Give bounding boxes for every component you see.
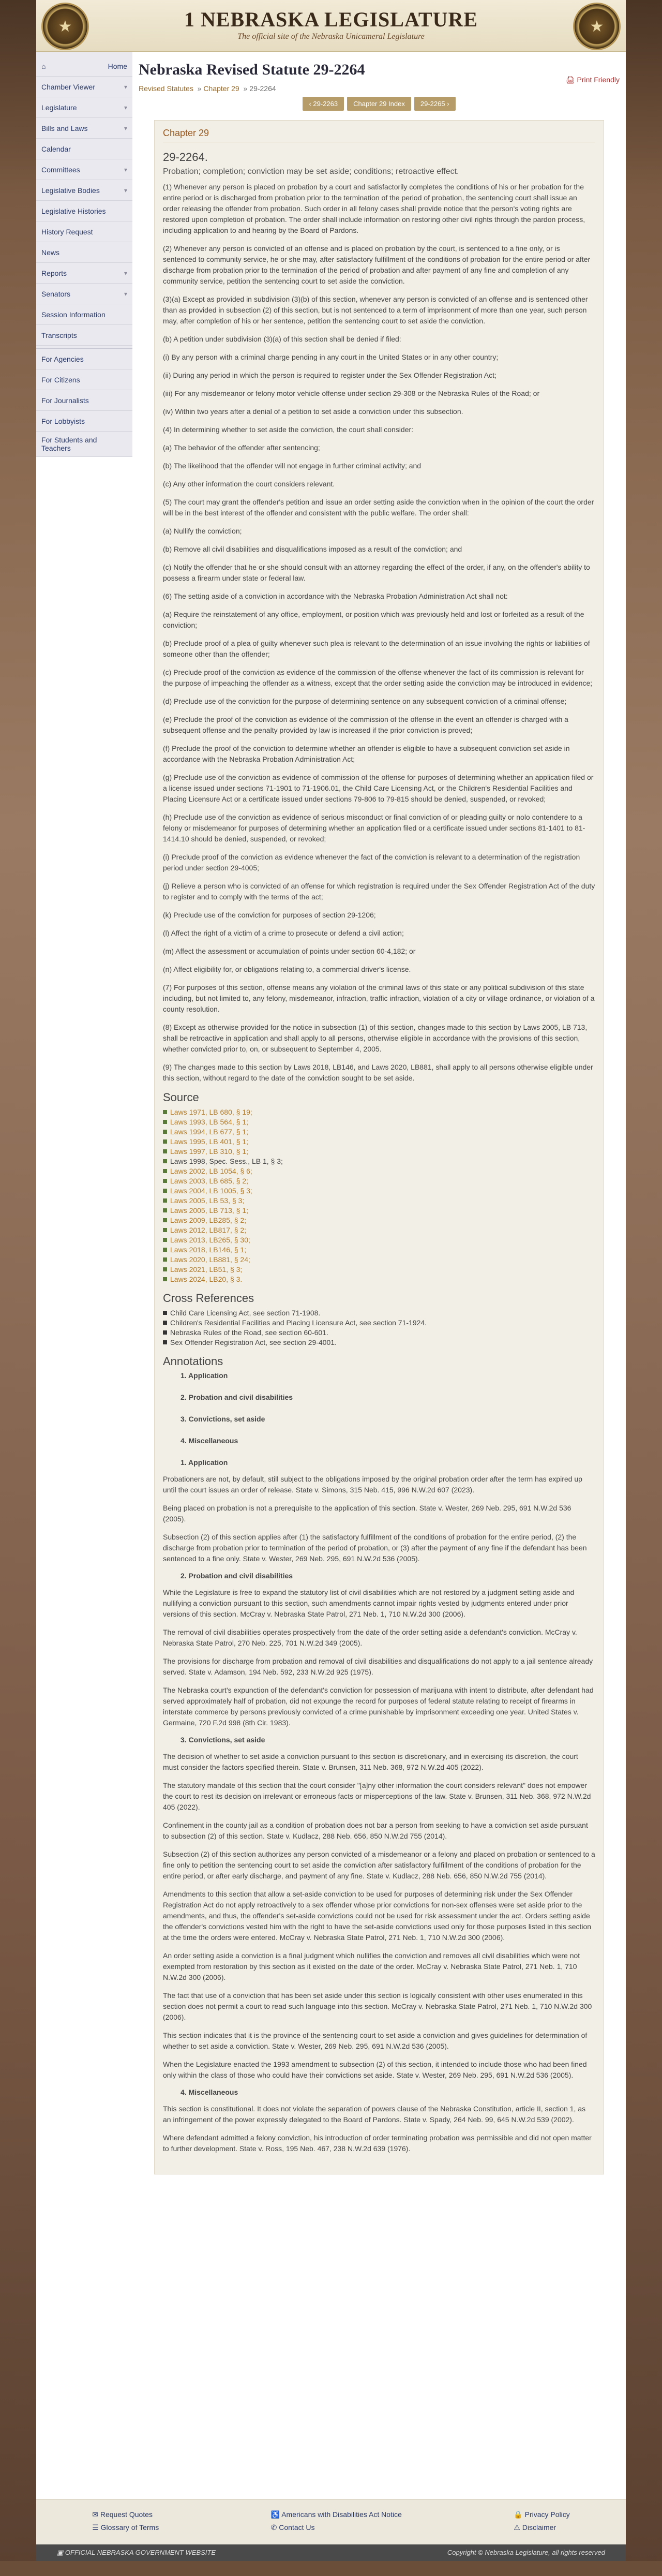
statute-paragraph: (9) The changes made to this section by Laws 2018, LB146, and Laws 2020, LB881, shall apply to all persons otherwise eligible under this section, without regard to the date of the conviction sought to be set aside. bbox=[163, 1063, 593, 1082]
state-seal-left-icon: ★ bbox=[41, 3, 89, 50]
statute-paragraph: (k) Preclude use of the conviction for purposes of section 29-1206; bbox=[163, 911, 376, 919]
annotation-paragraph: Being placed on probation is not a prerequisite to the application of this section. State v. Wester, 269 Neb. 295, 691 N.W.2d 536 (2005). bbox=[163, 1504, 571, 1523]
annotation-paragraph: Confinement in the county jail as a condition of probation does not bar a person from seeking to have a conviction set aside pursuant to subsection (2) of this section. State v. Kudlacz, 288 Neb. 656, 850 N.W.2d 755 (2014). bbox=[163, 1821, 588, 1840]
annotation-index bbox=[180, 1371, 595, 1445]
main-content bbox=[132, 52, 626, 2499]
sidebar-item-transcripts[interactable] bbox=[36, 325, 132, 346]
sidebar-item-label: Reports bbox=[41, 269, 67, 277]
sidebar-item-for-agencies[interactable]: For Agencies bbox=[36, 349, 132, 369]
statute-pager bbox=[139, 97, 620, 111]
statute-paragraph: (6) The setting aside of a conviction in accordance with the Nebraska Probation Administration Act shall not: bbox=[163, 592, 508, 600]
statute-paragraph: (b) Remove all civil disabilities and disqualifications imposed as a result of the conviction; and bbox=[163, 545, 462, 553]
statute-paragraph: (2) Whenever any person is convicted of an offense and is placed on probation by the court, is sentenced to a fine only, or is sentenced to community service, he or she may, after satisfactory fulfillment of the conditions of probation for the entire period or after discharge from probation prior to the termination of the period of probation and after payment of any fine and completion of any community service, petition the sentencing court to set aside the conviction. bbox=[163, 244, 591, 285]
statute-paragraph: (l) Affect the right of a victim of a crime to prosecute or defend a civil action; bbox=[163, 929, 404, 937]
crumb-current: 29-2264 bbox=[249, 84, 276, 93]
page-title: Nebraska Revised Statute 29-2264 bbox=[139, 61, 365, 78]
annotation-paragraph: This section is constitutional. It does not violate the separation of powers clause of the Nebraska Constitution, article II, section 1, as an infringement of the power expressly delegated to the Board of Pardons. State v. Spady, 264 Neb. 99, 645 N.W.2d 539 (2002). bbox=[163, 2105, 586, 2124]
copyright-label: Copyright © Nebraska Legislature, all rights reserved bbox=[447, 2549, 605, 2556]
source-item[interactable]: Laws 2002, LB 1054, § 6; bbox=[163, 1166, 595, 1176]
source-item[interactable]: Laws 1993, LB 564, § 1; bbox=[163, 1117, 595, 1127]
disclaimer-link[interactable]: ⚠ Disclaimer bbox=[514, 2523, 556, 2531]
statute-paragraph: (iv) Within two years after a denial of a petition to set aside a conviction under this subsection. bbox=[163, 407, 463, 416]
sidebar-item-legislative-histories[interactable] bbox=[36, 201, 132, 221]
chevron-down-icon: ▾ bbox=[124, 103, 127, 111]
source-list bbox=[163, 1107, 595, 1284]
statute-box bbox=[154, 120, 604, 2174]
cross-reference-list bbox=[163, 1308, 595, 1348]
bottom-bar bbox=[36, 2544, 626, 2561]
sidebar-item-label: Committees bbox=[41, 165, 80, 174]
cross-reference-item[interactable]: Sex Offender Registration Act, see section 29-4001. bbox=[163, 1338, 595, 1348]
sidebar-item-for-journalists[interactable]: For Journalists bbox=[36, 390, 132, 411]
chevron-down-icon: ▾ bbox=[124, 124, 127, 132]
state-seal-right-icon: ★ bbox=[573, 3, 621, 50]
sidebar-item-label: Legislature bbox=[41, 103, 77, 112]
request-quotes-link[interactable]: ✉ Request Quotes bbox=[92, 2510, 153, 2519]
source-item: Laws 1998, Spec. Sess., LB 1, § 3; bbox=[163, 1157, 595, 1166]
statute-paragraph: (ii) During any period in which the person is required to register under the Sex Offender Registration Act; bbox=[163, 371, 496, 379]
source-item[interactable]: Laws 2009, LB285, § 2; bbox=[163, 1216, 595, 1225]
annotation-paragraph: Subsection (2) of this section applies after (1) the satisfactory fulfillment of the conditions of probation for the entire period, (2) the discharge from probation prior to termination of the period of probation, or (3) after the payment of any fine if the defendant has been sentenced to a fine only. State v. Wester, 269 Neb. 295, 691 N.W.2d 536 (2005). bbox=[163, 1533, 587, 1563]
annotation-paragraph: When the Legislature enacted the 1993 amendment to subsection (2) of this section, it intended to include those who had been fined only within the class of those who could have their convictions set aside. State v. Wester, 269 Neb. 295, 691 N.W.2d 536 (2005). bbox=[163, 2060, 587, 2079]
statute-paragraph: (7) For purposes of this section, offense means any violation of the criminal laws of this state or any political subdivision of this state including, but not limited to, any felony, misdemeanor, infraction, traffic infraction, violation of a city or village ordinance, or violation of a county resolution. bbox=[163, 983, 595, 1013]
sidebar-item-label: Session Information bbox=[41, 310, 106, 319]
statute-paragraph: (a) Require the reinstatement of any office, employment, or position which was previously held and lost or forfeited as a result of the conviction; bbox=[163, 610, 584, 629]
statute-paragraph: (5) The court may grant the offender's petition and issue an order setting aside the conviction when in the opinion of the court the order will be in the best interest of the offender and consistent with the public welfare. The order shall: bbox=[163, 498, 594, 517]
annotation-section-heading: 4. Miscellaneous bbox=[180, 2088, 238, 2096]
source-item[interactable]: Laws 2020, LB881, § 24; bbox=[163, 1255, 595, 1265]
source-item[interactable]: Laws 1994, LB 677, § 1; bbox=[163, 1127, 595, 1137]
site-title[interactable]: 1 NEBRASKA LEGISLATURE bbox=[184, 8, 478, 31]
chevron-down-icon: ▾ bbox=[124, 290, 127, 298]
statute-paragraph: (b) Preclude proof of a plea of guilty whenever such plea is relevant to the determination of an issue involving the rights or liabilities of someone other than the offender; bbox=[163, 639, 590, 658]
source-item[interactable]: Laws 2021, LB51, § 3; bbox=[163, 1265, 595, 1275]
source-item[interactable]: Laws 1997, LB 310, § 1; bbox=[163, 1147, 595, 1157]
cross-references-heading: Cross References bbox=[163, 1292, 254, 1305]
annotation-paragraph: This section indicates that it is the province of the sentencing court to set aside a conviction and gives guidelines for determination of whether to set aside a conviction. State v. Wester, 269 Neb. 295, 691 N.W.2d 536 (2005). bbox=[163, 2031, 588, 2050]
annotation-paragraph: Where defendant admitted a felony conviction, his introduction of order terminating probation was permissible and did not open matter to further development. State v. Ross, 195 Neb. 467, 238 N.W.2d 639 (1976). bbox=[163, 2134, 592, 2153]
sidebar-item-reports[interactable] bbox=[36, 263, 132, 284]
statute-paragraph: (j) Relieve a person who is convicted of an offense for which registration is required under the Sex Offender Registration Act of the duty to register and to comply with the terms of the act; bbox=[163, 882, 595, 901]
official-site-label: ▣ OFFICIAL NEBRASKA GOVERNMENT WEBSITE bbox=[57, 2549, 216, 2556]
statute-paragraph: (f) Preclude the proof of the conviction to determine whether an offender is eligible to have a subsequent conviction set aside in accordance with the Nebraska Probation Administration Act; bbox=[163, 744, 570, 763]
chevron-down-icon: ▾ bbox=[124, 186, 127, 194]
statute-paragraph: (i) By any person with a criminal charge pending in any court in the United States or in any other country; bbox=[163, 353, 499, 361]
catchline: Probation; completion; conviction may be set aside; conditions; retroactive effect. bbox=[163, 167, 459, 176]
home-icon: ⌂ bbox=[41, 62, 46, 70]
source-item[interactable]: Laws 2024, LB20, § 3. bbox=[163, 1275, 595, 1284]
sidebar-item-label: Chamber Viewer bbox=[41, 82, 96, 91]
sidebar-item-chamber-viewer[interactable] bbox=[36, 77, 132, 97]
chapter-index-button[interactable]: Chapter 29 Index bbox=[347, 97, 411, 111]
annotation-paragraph: The removal of civil disabilities operates prospectively from the date of the order setting aside a defendant's conviction. McCray v. Nebraska State Patrol, 270 Neb. 225, 701 N.W.2d 349 (2005). bbox=[163, 1628, 577, 1647]
statute-paragraph: (d) Preclude use of the conviction for the purpose of determining sentence on any subsequent conviction of a criminal offense; bbox=[163, 697, 567, 705]
crumb-chapter[interactable]: Chapter 29 bbox=[203, 84, 239, 93]
cross-reference-item[interactable]: Children's Residential Facilities and Placing Licensure Act, see section 71-1924. bbox=[163, 1318, 595, 1328]
statute-paragraph: (g) Preclude use of the conviction as evidence of commission of the offense for purposes of determining whether an application filed or a license issued under sections 71-1901 to 71-1906.01, the Child Care Licensing Act, or the Children's Residential Facilities and Placing Licensure Act or a certificate issued under sections 79-806 to 79-815 should be denied, suspended, or revoked; bbox=[163, 773, 594, 803]
annotation-section-heading: 2. Probation and civil disabilities bbox=[180, 1572, 293, 1580]
statute-paragraph: (c) Preclude proof of the conviction as evidence of the commission of the offense whenever the fact of its commission is relevant for the purpose of impeaching the offender as a witness, except that the order setting aside the conviction may be introduced in evidence; bbox=[163, 668, 593, 687]
sidebar-item-bills-and-laws[interactable] bbox=[36, 118, 132, 139]
statute-paragraph: (c) Notify the offender that he or she should consult with an attorney regarding the effect of the order, if any, on the offender's ability to possess a firearm under state or federal law. bbox=[163, 563, 590, 582]
annotation-paragraph: The statutory mandate of this section that the court consider "[a]ny other information the court considers relevant" does not empower the court to rest its decision on irrelevant or erroneous facts or misperceptions of the law. State v. Brunsen, 311 Neb. 368, 972 N.W.2d 405 (2022). bbox=[163, 1781, 591, 1811]
annotation-index-item[interactable]: 4. Miscellaneous bbox=[180, 1437, 238, 1445]
sidebar-item-for-students-and-teachers[interactable]: For Students and Teachers bbox=[36, 432, 132, 457]
source-item[interactable]: Laws 2005, LB 713, § 1; bbox=[163, 1206, 595, 1216]
source-item[interactable]: Laws 1995, LB 401, § 1; bbox=[163, 1137, 595, 1147]
annotation-index-item[interactable]: 2. Probation and civil disabilities bbox=[180, 1393, 293, 1401]
glossary-link[interactable]: ☰ Glossary of Terms bbox=[92, 2523, 159, 2531]
contact-us-link[interactable]: ✆ Contact Us bbox=[270, 2523, 315, 2531]
statute-paragraph: (b) A petition under subdivision (3)(a) of this section shall be denied if filed: bbox=[163, 335, 401, 343]
breadcrumb: Revised Statutes » Chapter 29 » 29-2264 bbox=[139, 84, 276, 93]
statute-paragraph: (n) Affect eligibility for, or obligations relating to, a commercial driver's license. bbox=[163, 965, 411, 973]
sidebar-item-label: Senators bbox=[41, 289, 71, 298]
annotation-paragraph: Probationers are not, by default, still subject to the obligations imposed by the original probation order after the term has expired up until the court issues an order of release. State v. Simons, 315 Neb. 415, 996 N.W.2d 607 (2023). bbox=[163, 1475, 582, 1494]
privacy-policy-link[interactable]: 🔒 Privacy Policy bbox=[514, 2510, 570, 2519]
sidebar-item-label: Legislative Bodies bbox=[41, 186, 100, 195]
source-item[interactable]: Laws 2004, LB 1005, § 3; bbox=[163, 1186, 595, 1196]
statute-paragraph: (1) Whenever any person is placed on probation by a court and satisfactorily completes the conditions of his or her probation for the entire period or is discharged from probation prior to the termination of the period of probation, the sentencing court shall issue an order releasing the offender from probation. Such order in all felony cases shall provide notice that the person's voting rights are restored upon completion of probation. The order shall include information on restoring other civil rights through the pardon process, including application to and hearing by the Board of Pardons. bbox=[163, 183, 585, 234]
annotations-heading: Annotations bbox=[163, 1355, 223, 1368]
sidebar-item-committees[interactable] bbox=[36, 159, 132, 180]
source-item[interactable]: Laws 2005, LB 53, § 3; bbox=[163, 1196, 595, 1206]
statute-paragraph: (a) Nullify the conviction; bbox=[163, 527, 242, 535]
footer bbox=[36, 2499, 626, 2544]
source-heading: Source bbox=[163, 1091, 199, 1104]
sidebar-item-calendar[interactable] bbox=[36, 139, 132, 159]
print-friendly-link[interactable]: 🖨 Print Friendly bbox=[565, 76, 620, 84]
sidebar-nav bbox=[36, 52, 132, 457]
chevron-down-icon: ▾ bbox=[124, 83, 127, 91]
site-subtitle: The official site of the Nebraska Unicameral Legislature bbox=[237, 32, 425, 41]
sidebar-item-legislature[interactable] bbox=[36, 97, 132, 118]
sidebar-item-senators[interactable] bbox=[36, 284, 132, 304]
sidebar-item-session-information[interactable] bbox=[36, 304, 132, 325]
chapter-header: Chapter 29 bbox=[163, 128, 595, 142]
sidebar-item-news[interactable] bbox=[36, 242, 132, 263]
annotation-paragraph: The decision of whether to set aside a conviction pursuant to this section is discretionary, and in exercising its discretion, the court must consider the factors specified therein. State v. Brunsen, 311 Neb. 368, 972 N.W.2d 405 (2022). bbox=[163, 1752, 578, 1771]
statute-paragraph: (c) Any other information the court considers relevant. bbox=[163, 480, 335, 488]
next-statute-button[interactable]: 29-2265 › bbox=[414, 97, 456, 111]
statute-paragraph: (3)(a) Except as provided in subdivision (3)(b) of this section, whenever any person is convicted of an offense and is sentenced other than as provided in subsection (2) of this section, but is not sentenced to a term of imprisonment of more than one year, such person may, after completion of his or her sentence, petition the sentencing court to set aside the conviction. bbox=[163, 295, 588, 325]
annotation-index-item[interactable]: 1. Application bbox=[180, 1371, 228, 1380]
statute-paragraph: (iii) For any misdemeanor or felony motor vehicle offense under section 29-308 or the Nebraska Rules of the Road; or bbox=[163, 389, 540, 397]
ada-notice-link[interactable]: ♿ Americans with Disabilities Act Notice bbox=[270, 2510, 402, 2519]
annotation-paragraph: The provisions for discharge from probation and removal of civil disabilities and disqualifications do not apply to a jail sentence already served. State v. Adamson, 194 Neb. 592, 233 N.W.2d 925 (1975). bbox=[163, 1657, 593, 1676]
sidebar-item-for-lobbyists[interactable]: For Lobbyists bbox=[36, 411, 132, 432]
statute-paragraph: (4) In determining whether to set aside the conviction, the court shall consider: bbox=[163, 425, 414, 434]
sidebar-item-label: Transcripts bbox=[41, 331, 77, 339]
annotation-paragraph: Amendments to this section that allow a set-aside conviction to be used for purposes of determining risk under the Sex Offender Registration Act do not apply retroactively to a sex offender whose prior convictions for non-sex offenses were set aside prior to the amendments, and thus, the offender's set-aside convictions could not be used for risk assessment under the act. Orders setting aside the offender's convictions vested him with the right to have the set-aside convictions used only for those purposes listed in this section at the time the orders were entered. McCray v. Nebraska State Patrol, 271 Neb. 1, 710 N.W.2d 300 (2006). bbox=[163, 1890, 592, 1942]
sidebar-item-history-request[interactable] bbox=[36, 221, 132, 242]
sidebar-item-legislative-bodies[interactable] bbox=[36, 180, 132, 201]
statute-paragraph: (h) Preclude use of the conviction as evidence of serious misconduct or final conviction of or pleading guilty or nolo contendere to a felony or misdemeanor for purposes of determining whether an application filed or a certificate issued under sections 81-1401 to 81-1414.10 should be denied, suspended, or revoked; bbox=[163, 813, 585, 843]
cross-reference-item[interactable]: Nebraska Rules of the Road, see section 60-601. bbox=[163, 1328, 595, 1338]
statute-paragraph: (m) Affect the assessment or accumulation of points under section 60-4,182; or bbox=[163, 947, 416, 955]
sidebar-item-label: Home bbox=[108, 62, 127, 70]
sidebar-audience-group bbox=[36, 348, 132, 457]
annotation-paragraph: The fact that use of a conviction that has been set aside under this section is logically consistent with other uses enumerated in this section does not permit a court to read such language into this section. McCray v. Nebraska State Patrol, 271 Neb. 1, 710 N.W.2d 300 (2006). bbox=[163, 1991, 592, 2021]
annotation-paragraph: The Nebraska court's expunction of the defendant's conviction for possession of marijuana with intent to distribute, after defendant had served approximately half of probation, did not expunge the record for purposes of federal statute relating to receipt of firearms in interstate commerce by persons previously convicted of a crime punishable by imprisonment exceeding one year. United States v. Germaine, 720 F.2d 998 (8th Cir. 1983). bbox=[163, 1686, 594, 1727]
sidebar-item-label: Calendar bbox=[41, 144, 71, 153]
annotation-section-heading: 1. Application bbox=[180, 1458, 228, 1467]
sidebar-item-label: News bbox=[41, 248, 60, 257]
source-item[interactable]: Laws 2018, LB146, § 1; bbox=[163, 1245, 595, 1255]
chevron-down-icon: ▾ bbox=[124, 166, 127, 173]
source-item[interactable]: Laws 2013, LB265, § 30; bbox=[163, 1235, 595, 1245]
site-header bbox=[36, 0, 626, 52]
prev-statute-button[interactable]: ‹ 29-2263 bbox=[303, 97, 344, 111]
source-item[interactable]: Laws 2003, LB 685, § 2; bbox=[163, 1176, 595, 1186]
sidebar-item-label: History Request bbox=[41, 227, 93, 236]
annotation-index-item[interactable]: 3. Convictions, set aside bbox=[180, 1415, 265, 1423]
statute-number: 29-2264. bbox=[163, 151, 208, 164]
annotation-paragraph: While the Legislature is free to expand the statutory list of civil disabilities which are not restored by a judgment setting aside and nullifying a conviction pursuant to this section, such amendments cannot impair rights vested by judgments entered under prior versions of this section. McCray v. Nebraska State Patrol, 271 Neb. 1, 710 N.W.2d 300 (2006). bbox=[163, 1588, 575, 1618]
source-item[interactable]: Laws 1971, LB 680, § 19; bbox=[163, 1107, 595, 1117]
statute-paragraph: (b) The likelihood that the offender will not engage in further criminal activity; and bbox=[163, 462, 422, 470]
sidebar-item-label: Bills and Laws bbox=[41, 124, 88, 132]
sidebar-item-label: Legislative Histories bbox=[41, 206, 106, 215]
crumb-revised-statutes[interactable]: Revised Statutes bbox=[139, 84, 193, 93]
statute-paragraph: (a) The behavior of the offender after sentencing; bbox=[163, 443, 320, 452]
sidebar-item-home[interactable] bbox=[36, 56, 132, 77]
statute-paragraph: (e) Preclude the proof of the conviction as evidence of the commission of the offense in the event an offender is charged with a subsequent offense and the penalty provided by law is increased if the prior conviction is proved; bbox=[163, 715, 568, 734]
sidebar-item-for-citizens[interactable]: For Citizens bbox=[36, 369, 132, 390]
source-item[interactable]: Laws 2012, LB817, § 2; bbox=[163, 1225, 595, 1235]
statute-paragraph: (i) Preclude proof of the conviction as evidence whenever the fact of the conviction is relevant to a determination of the registration period under section 29-4005; bbox=[163, 853, 580, 872]
annotation-paragraph: Subsection (2) of this section authorizes any person convicted of a misdemeanor or a felony and placed on probation or sentenced to a fine only to petition the sentencing court to set aside the conviction after satisfactory fulfillment of the conditions of probation for the entire period, or after early discharge, and payment of any fine. State v. Kudlacz, 288 Neb. 656, 850 N.W.2d 755 (2014). bbox=[163, 1850, 595, 1880]
chevron-down-icon: ▾ bbox=[124, 269, 127, 277]
annotation-paragraph: An order setting aside a conviction is a final judgment which nullifies the conviction and removes all civil disabilities which were not exempted from restoration by this section as it existed on the date of the order. McCray v. Nebraska State Patrol, 271 Neb. 1, 710 N.W.2d 300 (2006). bbox=[163, 1951, 580, 1981]
cross-reference-item[interactable]: Child Care Licensing Act, see section 71-1908. bbox=[163, 1308, 595, 1318]
annotation-section-heading: 3. Convictions, set aside bbox=[180, 1736, 265, 1744]
statute-paragraph: (8) Except as otherwise provided for the notice in subsection (1) of this section, changes made to this section by Laws 2005, LB 713, shall be retroactive in application and shall apply to all persons, otherwise eligible in accordance with the provisions of this section, whether convicted prior to, on, or subsequent to September 4, 2005. bbox=[163, 1023, 588, 1053]
